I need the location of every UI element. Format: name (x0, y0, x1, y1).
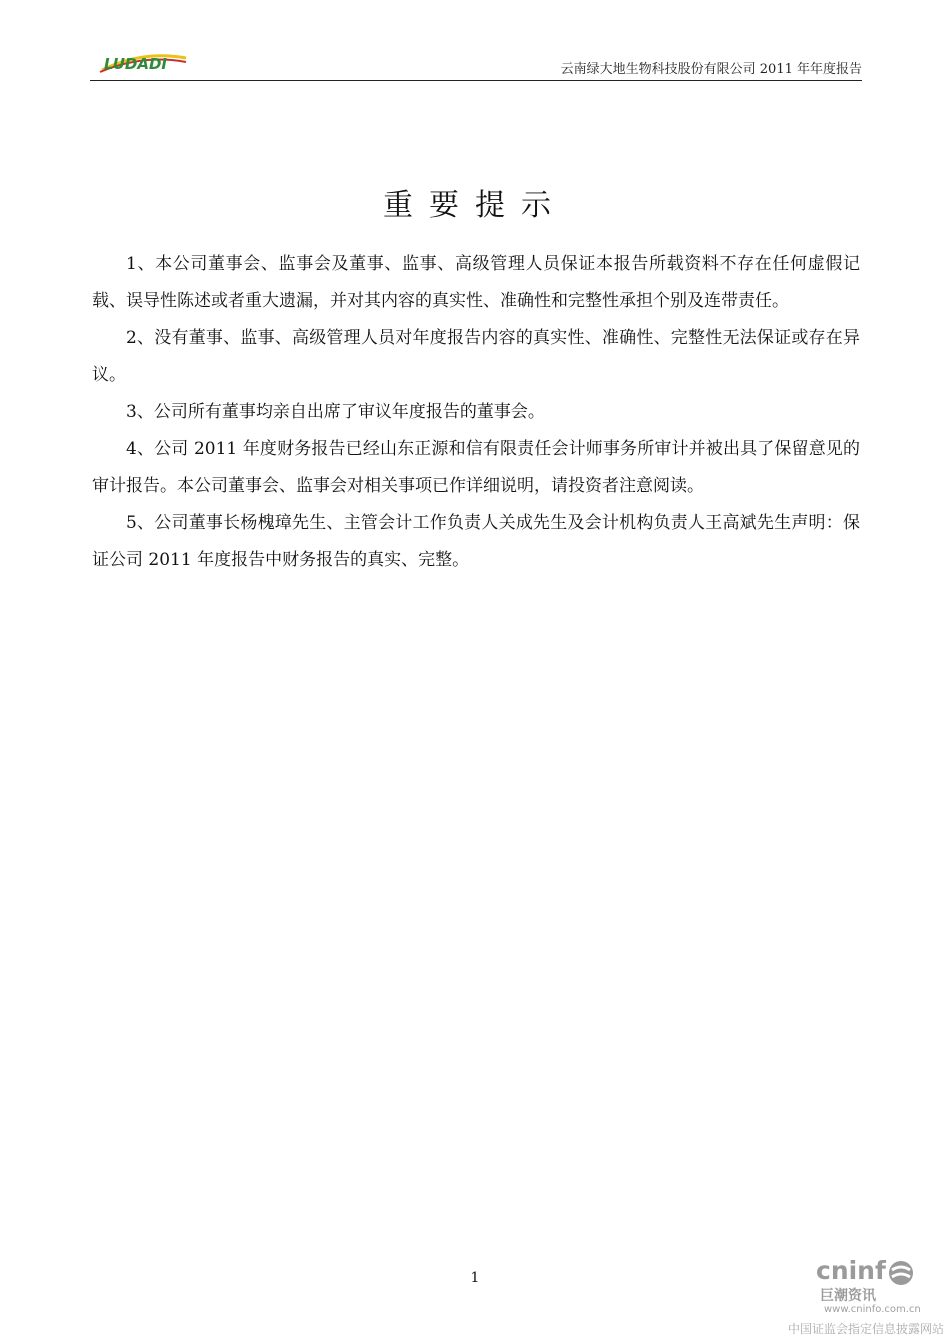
page-number: 1 (470, 1270, 480, 1286)
important-notice-body (92, 246, 860, 579)
watermark-slogan: 中国证监会指定信息披露网站 (788, 1322, 945, 1336)
cninfo-swirl-icon (886, 1258, 916, 1288)
report-header-title: 云南绿大地生物科技股份有限公司 2011 年年度报告 (560, 62, 862, 77)
page-header (90, 44, 862, 81)
company-logo (98, 48, 188, 74)
notice-paragraph-4: 4、公司 2011 年度财务报告已经山东正源和信有限责任会计师事务所审计并被出具了保留意见的审计报告。本公司董事会、监事会对相关事项已作详细说明，请投资者注意阅读。 (92, 439, 860, 496)
document-title: 重要提示 (383, 188, 567, 223)
notice-paragraph-2: 2、没有董事、监事、高级管理人员对年度报告内容的真实性、准确性、完整性无法保证或存在异议。 (92, 328, 860, 385)
cninfo-watermark (786, 1256, 950, 1344)
watermark-brand: cninf (816, 1256, 886, 1285)
notice-paragraph-3: 3、公司所有董事均亲自出席了审议年度报告的董事会。 (126, 402, 545, 422)
notice-paragraph-5: 5、公司董事长杨槐璋先生、主管会计工作负责人关成先生及会计机构负责人王高斌先生声明：保证公司 2011 年度报告中财务报告的真实、完整。 (92, 513, 860, 570)
notice-paragraph-1: 1、本公司董事会、监事会及董事、监事、高级管理人员保证本报告所载资料不存在任何虚假记载、误导性陈述或者重大遗漏，并对其内容的真实性、准确性和完整性承担个别及连带责任。 (92, 254, 860, 311)
watermark-name-cn: 巨潮资讯 (820, 1288, 876, 1304)
watermark-url: www.cninfo.com.cn (824, 1304, 921, 1315)
logo-text: LUDADI (104, 55, 168, 73)
